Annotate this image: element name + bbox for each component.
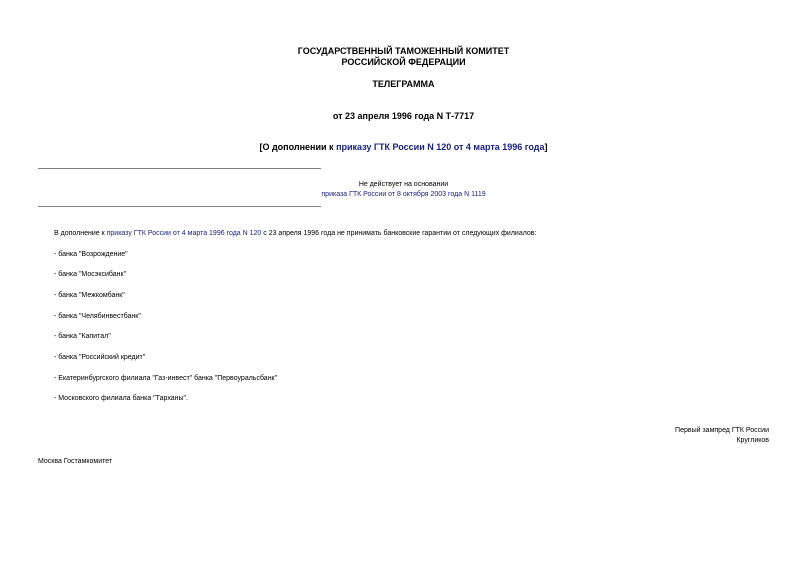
status-note-link[interactable]: приказа ГТК России от 8 октября 2003 года N 1119 bbox=[321, 191, 486, 198]
subject-suffix: ] bbox=[544, 142, 548, 152]
intro-prefix: В дополнение к bbox=[54, 230, 107, 237]
divider-bottom bbox=[38, 206, 321, 207]
status-note-text: Не действует на основании bbox=[358, 181, 449, 188]
document-date-number: от 23 апреля 1996 года N Т-7717 bbox=[332, 111, 475, 121]
list-item: - банка "Мосэксибанк" bbox=[54, 271, 127, 278]
header-line-1: ГОСУДАРСТВЕННЫЙ ТАМОЖЕННЫЙ КОМИТЕТ bbox=[297, 46, 510, 56]
signatory-position: Первый зампред ГТК России bbox=[675, 427, 769, 434]
divider-top bbox=[38, 168, 321, 169]
issuing-place: Москва Гостамкомитет bbox=[38, 458, 113, 465]
intro-suffix: с 23 апреля 1996 года не принимать банковские гарантии от следующих филиалов: bbox=[261, 230, 537, 237]
subject-prefix: [О дополнении к bbox=[259, 142, 337, 152]
signatory-name: Кругликов bbox=[736, 437, 769, 444]
header-line-2: РОССИЙСКОЙ ФЕДЕРАЦИИ bbox=[341, 57, 466, 67]
subject-order-link[interactable]: приказу ГТК России N 120 от 4 марта 1996 года bbox=[336, 142, 545, 152]
document-subject bbox=[0, 142, 807, 153]
list-item: - Московского филиала банка "Тарханы". bbox=[54, 395, 188, 402]
status-note-line-2 bbox=[0, 190, 807, 200]
document-type: ТЕЛЕГРАММА bbox=[372, 79, 435, 89]
list-item: - банка "Возрождение" bbox=[54, 251, 128, 258]
list-item: - Екатеринбургского филиала "Газ-инвест" банка "Первоуральсбанк" bbox=[54, 375, 278, 382]
list-item: - банка "Российский кредит" bbox=[54, 354, 146, 361]
list-item: - банка "Межкомбанк" bbox=[54, 292, 125, 299]
body-intro bbox=[54, 229, 536, 239]
intro-order-link[interactable]: приказу ГТК России от 4 марта 1996 года N 120 bbox=[106, 230, 262, 237]
list-item: - банка "Челябинвестбанк" bbox=[54, 313, 141, 320]
list-item: - банка "Капитал" bbox=[54, 333, 111, 340]
